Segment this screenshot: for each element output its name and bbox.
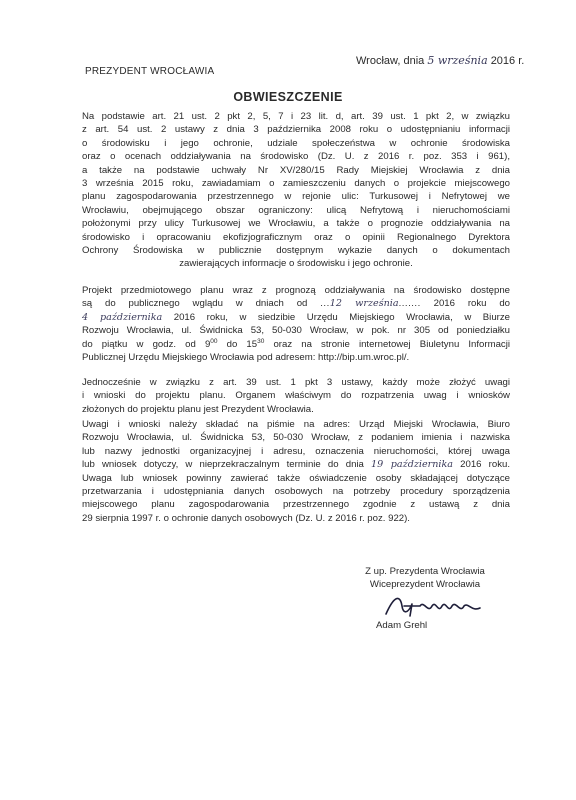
text-line: i wnioski do projektu planu. Organem właściwym do rozpatrzenia uwag i wniosków xyxy=(82,390,510,402)
text-line: Wrocławiu, obejmującego obszar ograniczony: ulicą Nefrytową i nieruchomościami xyxy=(82,204,510,216)
superscript: 30 xyxy=(257,337,265,345)
text-line: Ochrony Środowiska w publicznie dostępnym wykazie danych o dokumentach xyxy=(82,245,510,257)
text-line: miejscowego planu zagospodarowania przestrzennego zgodnie z ustawą z dnia xyxy=(82,499,510,511)
paragraph-remarks-right xyxy=(82,376,510,416)
text-line xyxy=(82,297,510,310)
text-segment: lub wniosek dotyczy, w nieprzekraczalnym terminie do dnia xyxy=(82,459,364,471)
text-line: o środowisku i jego ochronie, udziale społeczeństwa w ochronie środowiska xyxy=(82,137,510,149)
text-segment: 2016 roku. xyxy=(460,459,510,471)
text-line: środowisko i opracowaniu ekofizjograficznym oraz o opinii Regionalnego Dyrektora xyxy=(82,231,510,243)
paragraph-submission-instructions xyxy=(82,418,510,525)
handwritten-date: 5 września xyxy=(427,54,488,67)
handwritten-start-date: 12 września xyxy=(329,298,399,310)
text-line: z art. 54 ust. 2 ustawy z dnia 3 października 2008 roku o udostępnianiu informacji xyxy=(82,124,510,136)
text-line: a także na podstawie uchwały Nr XV/280/15 Rady Miejskiej Wrocławia z dnia xyxy=(82,164,510,176)
text-line: Na podstawie art. 21 ust. 2 pkt 2, 5, 7 i 23 lit. d, art. 39 ust. 1 pkt 2, w związku xyxy=(82,111,510,122)
text-segment: do 15 xyxy=(217,338,258,350)
text-line: Publicznej Urzędu Miejskiego Wrocławia pod adresem: http://bip.um.wroc.pl/. xyxy=(82,352,410,364)
text-segment: oraz na stronie internetowej Biuletynu Informacji xyxy=(264,338,510,350)
text-line: położonymi przy ulicy Turkusowej we Wrocławiu, a także o prognozie oddziaływania na xyxy=(82,218,510,230)
paragraph-public-inspection xyxy=(82,284,510,364)
text-line xyxy=(82,338,510,351)
text-line: lub nazwy jednostki organizacyjnej i adresu, oznaczenia nieruchomości, której uwaga xyxy=(82,445,510,457)
text-line: Rozwoju Wrocławia, ul. Świdnicka 53, 50-030 Wrocław, w pok. nr 305 od poniedziałku xyxy=(82,325,510,337)
text-line: 3 września 2015 roku, zawiadamiam o zamieszczeniu danych o projekcie miejscowego xyxy=(82,178,510,190)
text-line xyxy=(82,311,510,324)
text-line: planu zagospodarowania przestrzennego w rejonie ulic: Turkusowej i Nefrytowej we xyxy=(82,191,510,203)
text-segment: 2016 roku, w siedzibie Urzędu Miejskiego Wrocławia, w Biurze xyxy=(173,311,510,323)
place-prefix: Wrocław, dnia xyxy=(356,55,425,67)
superscript: 00 xyxy=(210,337,218,345)
text-line: Projekt przedmiotowego planu wraz z prognozą oddziaływania na środowisko dostępne xyxy=(82,285,510,296)
paragraph-legal-basis xyxy=(82,110,510,271)
signatory-name: Adam Grehl xyxy=(376,620,428,631)
fill-dots: ... xyxy=(320,298,330,310)
year-suffix: 2016 r. xyxy=(490,55,525,67)
text-segment: do piątku w godz. od 9 xyxy=(82,338,211,350)
signature-authority: Z up. Prezydenta Wrocławia xyxy=(365,566,485,577)
document-title: OBWIESZCZENIE xyxy=(233,90,343,104)
text-line xyxy=(82,458,510,471)
text-segment: 2016 roku do xyxy=(433,298,510,310)
signature-role: Wiceprezydent Wrocławia xyxy=(369,579,481,591)
text-line: Rozwoju Wrocławia, ul. Świdnicka 53, 50-030 Wrocław, z podaniem imienia i nazwiska xyxy=(82,432,510,444)
text-line: przetwarzania i udostępniania danych osobowych na potrzeby procedury sporządzenia xyxy=(82,486,510,498)
text-line: 29 sierpnia 1997 r. o ochronie danych osobowych (Dz. U. z 2016 r. poz. 922). xyxy=(82,512,410,524)
handwritten-deadline: 19 października xyxy=(371,459,454,471)
text-line: Uwaga lub wniosek powinny zawierać także oświadczenie osoby składającej dotyczące xyxy=(82,472,510,484)
text-line: złożonych do projektu planu jest Prezydent Wrocławia. xyxy=(82,403,314,415)
fill-dots: ....... xyxy=(398,298,421,310)
handwritten-end-date: 4 października xyxy=(82,311,163,323)
text-line: Uwagi i wnioski należy składać na piśmie na adres: Urząd Miejski Wrocławia, Biuro xyxy=(82,419,510,430)
handwritten-signature xyxy=(380,592,490,622)
text-line: Jednocześnie w związku z art. 39 ust. 1 pkt 3 ustawy, każdy może złożyć uwagi xyxy=(82,377,510,388)
place-and-date xyxy=(356,54,524,67)
text-segment: są do publicznego wglądu w dniach od xyxy=(82,298,308,310)
text-line: zawierających informacje o środowisku i jego ochronie. xyxy=(179,258,413,270)
text-line: oraz o ocenach oddziaływania na środowisko (Dz. U. z 2016 r. poz. 353 i 961), xyxy=(82,151,510,163)
issuer: PREZYDENT WROCŁAWIA xyxy=(85,66,215,77)
signature-block xyxy=(330,565,520,592)
